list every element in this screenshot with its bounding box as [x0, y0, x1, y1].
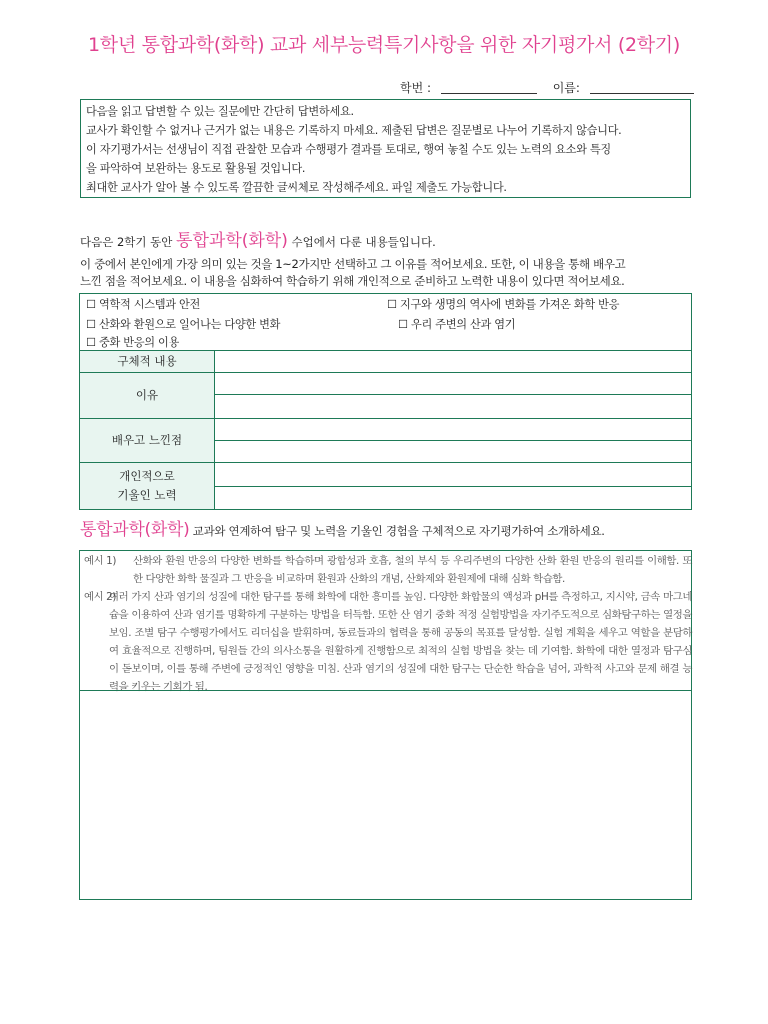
row-label-effort-line: 개인적으로 — [119, 469, 175, 483]
row-label-effort — [80, 463, 215, 510]
section2-subject: 통합과학(화학) — [80, 520, 190, 540]
topic-checkbox-redox[interactable]: ☐ 산화와 환원으로 일어나는 다양한 변화 — [86, 318, 281, 331]
example-text: 여러 가지 산과 염기의 성질에 대한 탐구를 통해 화학에 대한 흥미를 높임. 다양한 화합물의 액성과 pH를 측정하고, 지시약, 금속 마그네슘을 이용하여 산과 염기를 명확하게 구분하는 방법을 터득함. 또한 산 염기 중화 적정 실험방법을 자기주도적으로 심화탐구하는 열정을 보임. 조별 탐구 수행평가에서도 리더십을 발휘하며, 동료들과의 협력을 통해 공동의 목표를 달성함. 실험 계획을 세우고 역할을 분담하여 효율적으로 진행하며, 팀원들 간의 의사소통을 원활하게 진행함으로 최적의 실험 방법을 찾는 데 기여함. 화학에 대한 열정과 탐구심이 돋보이며, 이를 통해 주변에 긍정적인 영향을 미침. 산과 염기의 성질에 대한 탐구는 단순한 학습을 넘어, 과학적 사고와 문제 해결 능력을 키우는 기회가 됨. — [109, 591, 692, 693]
example-label: 예시 1) — [84, 555, 117, 567]
section1-subject: 통합과학(화학) — [176, 231, 288, 251]
row-label-content: 구체적 내용 — [80, 351, 215, 373]
example-text: 산화와 환원 반응의 다양한 변화를 학습하며 광합성과 호흡, 철의 부식 등 우리주변의 다양한 산화 환원 반응의 원리를 이해함. 또한 다양한 화학 물질과 그 반응을 비교하며 환원과 산화의 개념, 산화제와 환원제에 대해 심화 학습함. — [133, 555, 692, 585]
learned-answer-cell[interactable] — [215, 419, 692, 441]
effort-answer-cell[interactable] — [215, 463, 692, 487]
row-label-reason: 이유 — [80, 373, 215, 419]
topic-checklist — [79, 293, 692, 350]
section1-lead — [80, 226, 436, 251]
student-number-field[interactable] — [441, 81, 537, 94]
examples-box — [79, 550, 692, 693]
student-name-label: 이름: — [552, 81, 580, 95]
example-label: 예시 2) — [84, 591, 117, 603]
topic-checkbox-neutralization[interactable]: ☐ 중화 반응의 이용 — [86, 336, 180, 349]
reason-answer-cell[interactable] — [215, 395, 692, 419]
self-evaluation-answer-box[interactable] — [79, 690, 692, 900]
student-name-field[interactable] — [590, 81, 694, 94]
topic-checkbox-earth-life-history[interactable]: ☐ 지구와 생명의 역사에 변화를 가져온 화학 반응 — [387, 298, 620, 311]
learned-answer-cell[interactable] — [215, 441, 692, 463]
example-item — [84, 588, 692, 693]
reason-answer-cell[interactable] — [215, 373, 692, 395]
instruction-line: 교사가 확인할 수 없거나 근거가 없는 내용은 기록하지 마세요. 제출된 답변은 질문별로 나누어 기록하지 않습니다. — [86, 124, 622, 137]
row-label-effort-line: 기울인 노력 — [117, 488, 177, 502]
section2-prompt: 교과와 연계하여 탐구 및 노력을 기울인 경험을 구체적으로 자기평가하여 소개하세요. — [192, 524, 605, 538]
example-item — [84, 552, 692, 588]
row-label-learned: 배우고 느낀점 — [80, 419, 215, 463]
section1-description-line: 느낀 점을 적어보세요. 이 내용을 심화하여 학습하기 위해 개인적으로 준비하고 노력한 내용이 있다면 적어보세요. — [80, 274, 625, 288]
student-number-label: 학번 : — [400, 81, 432, 95]
instruction-line: 최대한 교사가 알아 볼 수 있도록 깔끔한 글씨체로 작성해주세요. 파일 제출도 가능합니다. — [86, 181, 507, 194]
student-id-line — [400, 79, 694, 96]
instruction-line: 다음을 읽고 답변할 수 있는 질문에만 간단히 답변하세요. — [86, 105, 354, 118]
section1-lead-prefix: 다음은 2학기 동안 — [80, 235, 173, 249]
topic-checkbox-mechanical-systems[interactable]: ☐ 역학적 시스템과 안전 — [86, 298, 201, 311]
instruction-line: 을 파악하여 보완하는 용도로 활용될 것입니다. — [86, 162, 306, 175]
section1-lead-suffix: 수업에서 다룬 내용들입니다. — [291, 235, 436, 249]
section1-description — [80, 256, 692, 290]
content-answer-cell[interactable] — [215, 351, 692, 373]
topic-checkbox-acid-base[interactable]: ☐ 우리 주변의 산과 염기 — [398, 318, 516, 331]
instructions-box — [80, 99, 691, 198]
effort-answer-cell[interactable] — [215, 487, 692, 510]
page-title: 1학년 통합과학(화학) 교과 세부능력특기사항을 위한 자기평가서 (2학기) — [88, 34, 680, 56]
section1-answer-table — [79, 350, 692, 510]
section1-description-line: 이 중에서 본인에게 가장 의미 있는 것을 1~2가지만 선택하고 그 이유를 적어보세요. 또한, 이 내용을 통해 배우고 — [80, 257, 626, 271]
instruction-line: 이 자기평가서는 선생님이 직접 관찰한 모습과 수행평가 결과를 토대로, 행여 놓칠 수도 있는 노력의 요소와 특징 — [86, 143, 611, 156]
section2-heading — [80, 515, 605, 540]
self-evaluation-input[interactable] — [80, 691, 691, 899]
